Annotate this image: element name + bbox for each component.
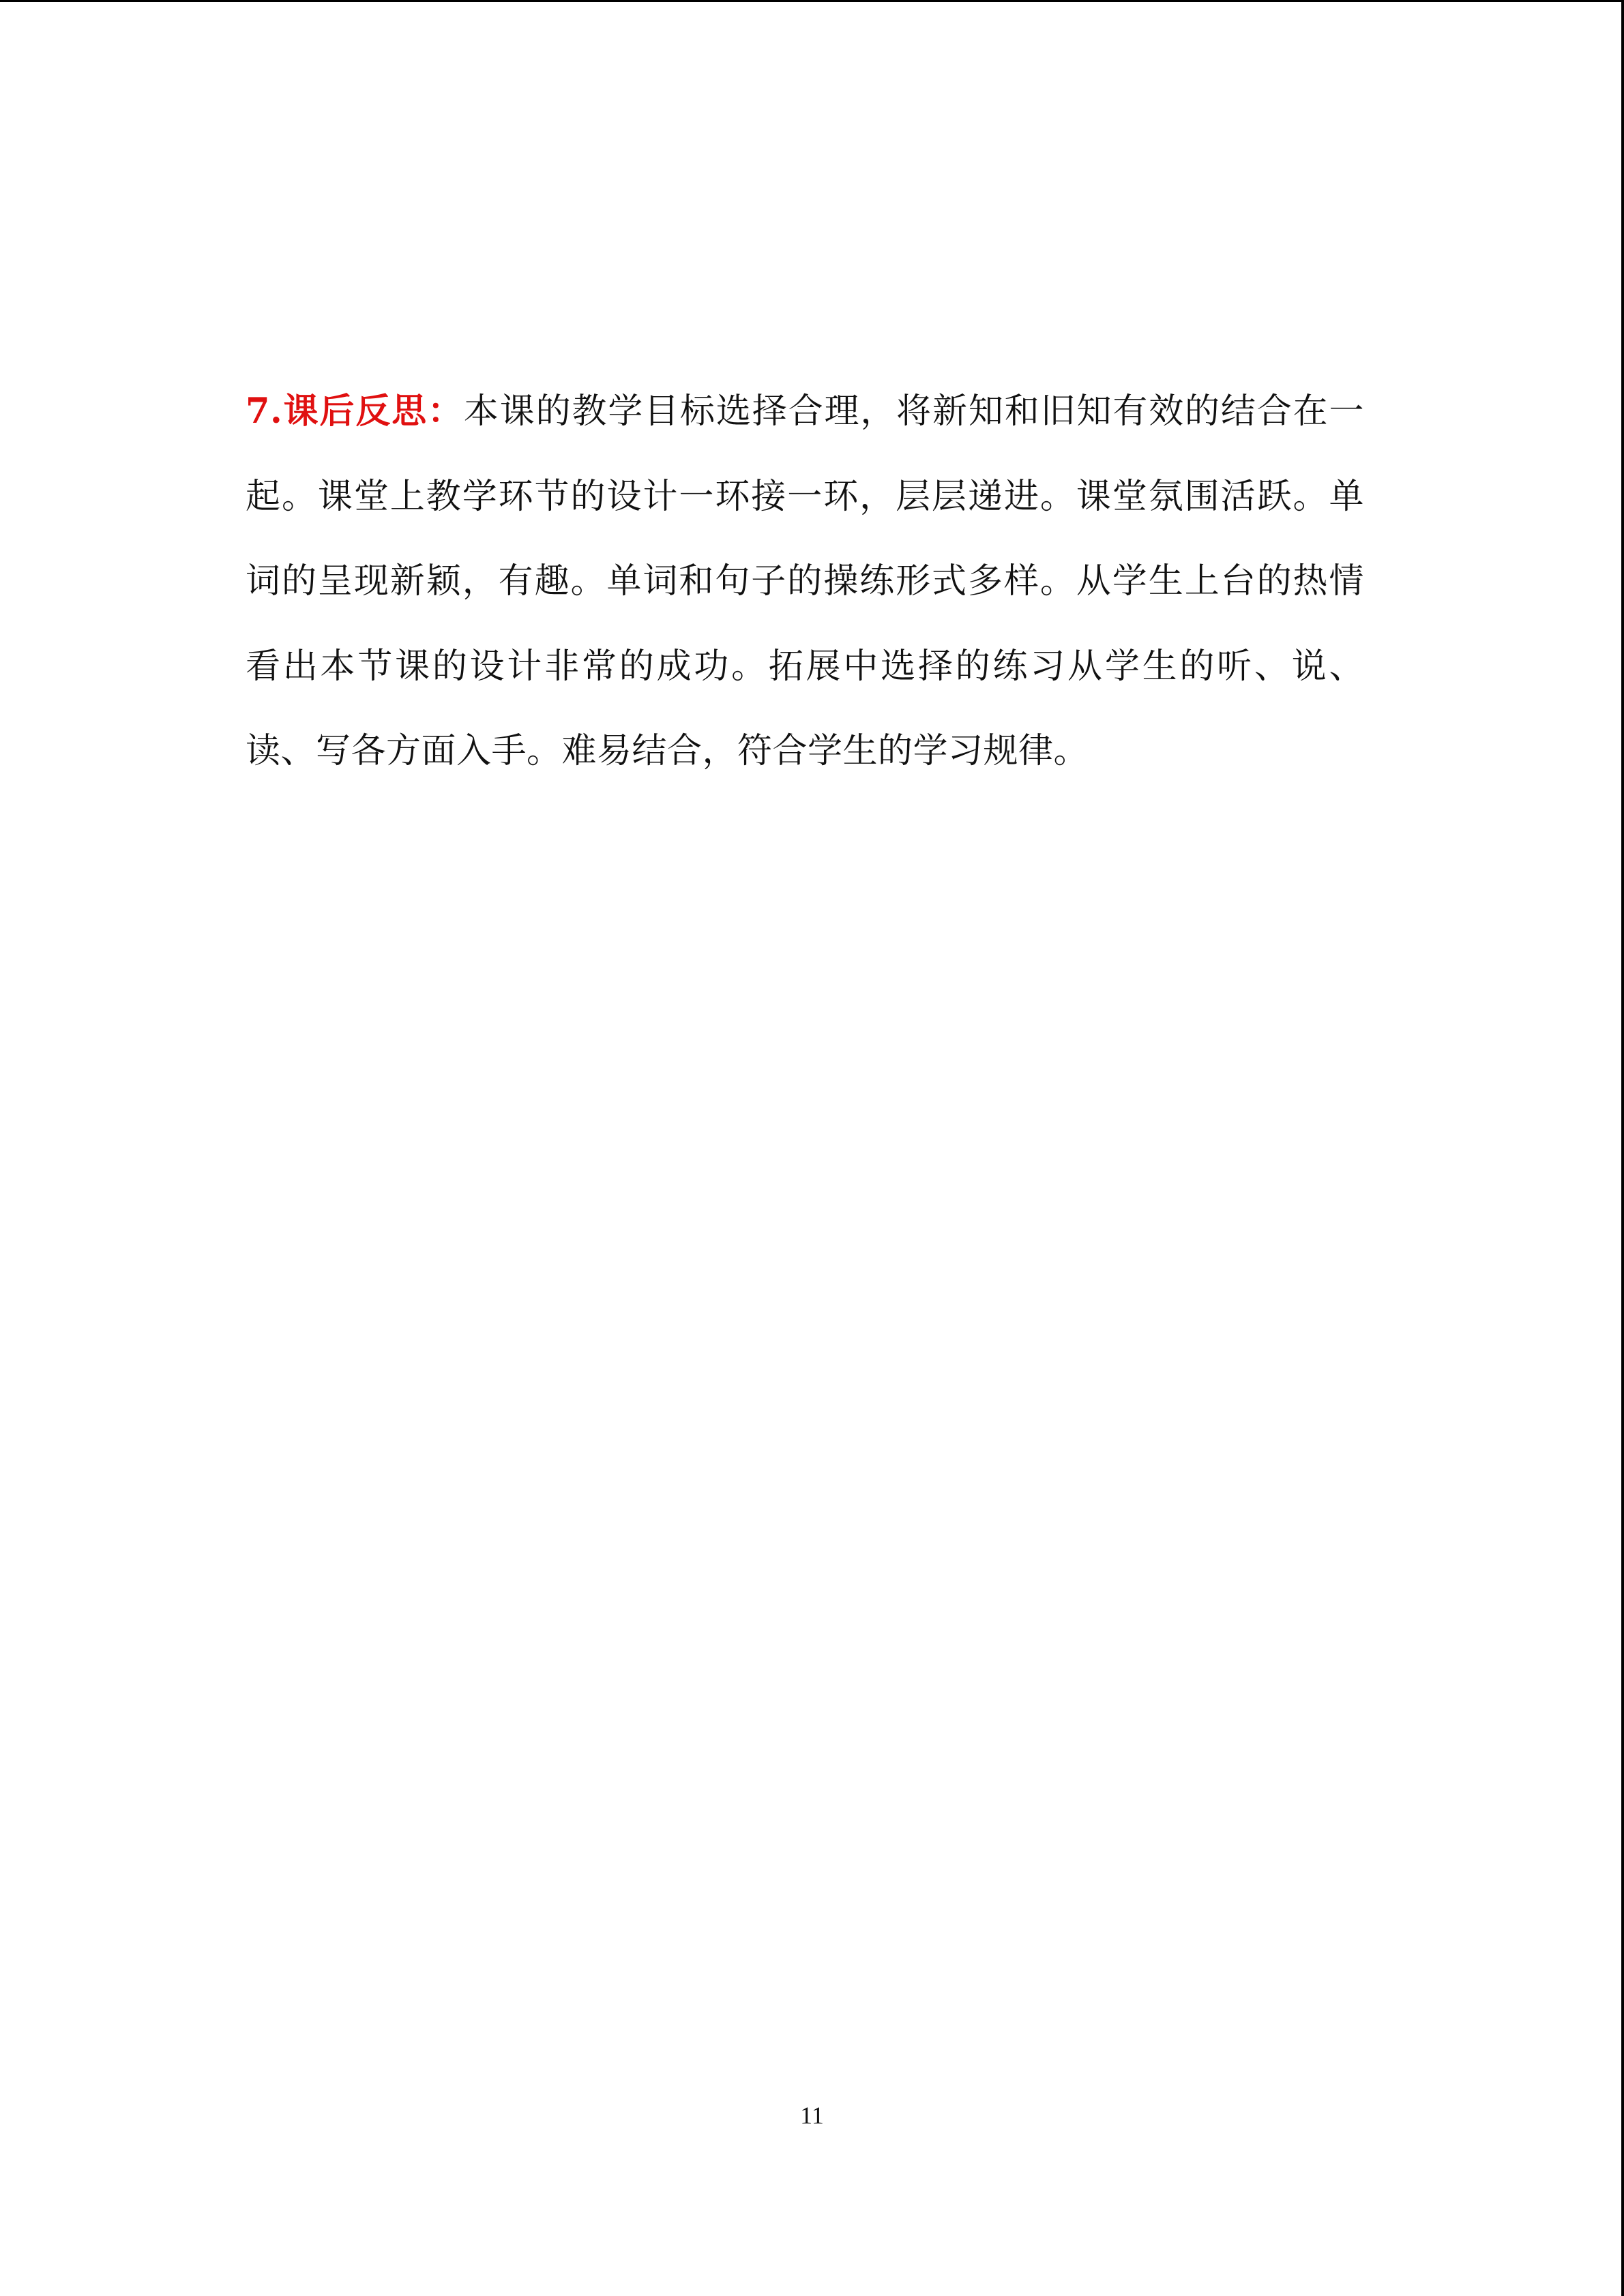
reflection-paragraph bbox=[246, 369, 1364, 794]
paragraph-text: 本课的教学目标选择合理，将新知和旧知有效的结合在一起。课堂上教学环节的设计一环接一环，层层递进。课堂氛围活跃。单词的呈现新颖，有趣。单词和句子的操练形式多样。从学生上台的热情看出本节课的设计非常的成功。拓展中选择的练习从学生的听、说、读、写各方面入手。难易结合，符合学生的学习规律。 bbox=[246, 391, 1364, 771]
page-number: 11 bbox=[800, 2102, 824, 2129]
section-heading: 7.课后反思： bbox=[246, 391, 464, 432]
page-right-border bbox=[1621, 0, 1624, 2296]
page-top-border bbox=[0, 0, 1624, 2]
